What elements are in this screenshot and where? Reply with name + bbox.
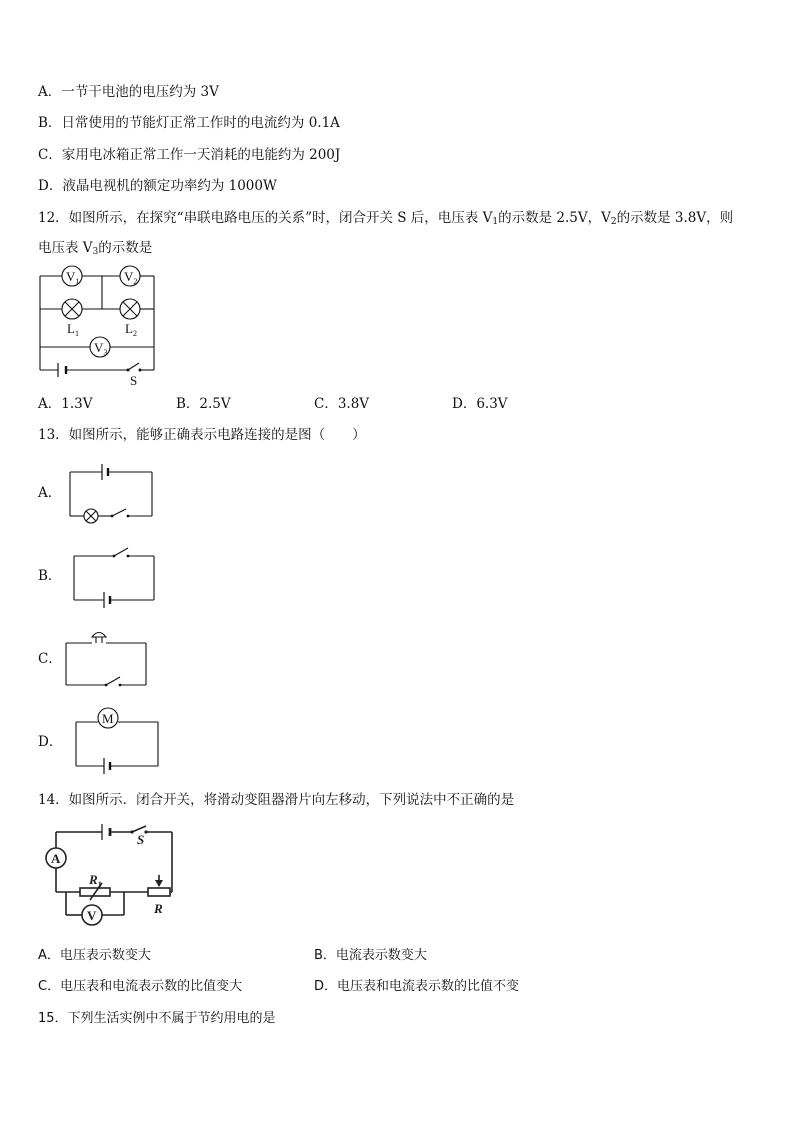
v2-label: $V_2$ xyxy=(124,269,138,286)
q13-label-c: C． xyxy=(38,651,62,667)
v1-label: $V_1$ xyxy=(66,269,80,286)
switch-s-label: S xyxy=(137,832,145,847)
q15-stem: 15．下列生活实例中不属于节约用电的是 xyxy=(38,1011,276,1026)
q12-option-b: B．2.5V xyxy=(176,396,231,412)
switch-s-label: S xyxy=(130,373,138,388)
q14-option-a: A．电压表示数变大 xyxy=(38,948,151,963)
motor-m-label: M xyxy=(102,711,114,726)
q12-option-a: A．1.3V xyxy=(38,396,93,412)
l2-label: $L_2$ xyxy=(125,321,137,338)
voltmeter-label: V xyxy=(87,908,97,923)
q12-option-d: D．6.3V xyxy=(452,396,508,412)
q14-option-d: D．电压表和电流表示数的比值不变 xyxy=(314,979,520,994)
q11-option-a: A．一节干电池的电压约为 3V xyxy=(38,84,219,100)
q11-option-c: C．家用电冰箱正常工作一天消耗的电能约为 200J xyxy=(38,147,341,163)
q13-stem: 13．如图所示，能够正确表示电路连接的是图（ ） xyxy=(38,427,366,443)
r1-label: $R_1$ xyxy=(89,872,102,889)
q12-circuit-diagram xyxy=(36,262,166,388)
q14-stem: 14．如图所示．闭合开关，将滑动变阻器滑片向左移动，下列说法中不正确的是 xyxy=(38,792,515,808)
v3-label: $V_3$ xyxy=(94,340,108,357)
q14-option-c: C．电压表和电流表示数的比值变大 xyxy=(38,979,243,994)
q13-figure-b xyxy=(68,544,160,610)
q12-stem-line1: 12．如图所示，在探究“串联电路电压的关系”时，闭合开关 S 后，电压表 $V_1$的示数是 2.5V，$V_2$的示数是 3.8V，则 xyxy=(38,210,734,227)
q14-circuit-diagram xyxy=(40,820,180,930)
l1-label: $L_1$ xyxy=(67,321,79,338)
q13-figure-c xyxy=(62,629,154,691)
q11-option-d: D．液晶电视机的额定功率约为 1000W xyxy=(38,178,277,194)
q13-label-a: A． xyxy=(38,485,62,501)
q13-label-b: B． xyxy=(38,568,62,584)
q12-stem-line2: 电压表 $V_3$的示数是 xyxy=(38,240,153,257)
q14-option-b: B．电流表示数变大 xyxy=(314,948,427,963)
q13-figure-a xyxy=(66,462,161,526)
q12-option-c: C．3.8V xyxy=(314,396,370,412)
q13-label-d: D． xyxy=(38,734,63,750)
ammeter-label: A xyxy=(51,851,61,866)
q11-option-b: B．日常使用的节能灯正常工作时的电流约为 0.1A xyxy=(38,115,340,131)
q13-figure-d xyxy=(70,706,162,778)
rheostat-label: R xyxy=(154,901,163,916)
